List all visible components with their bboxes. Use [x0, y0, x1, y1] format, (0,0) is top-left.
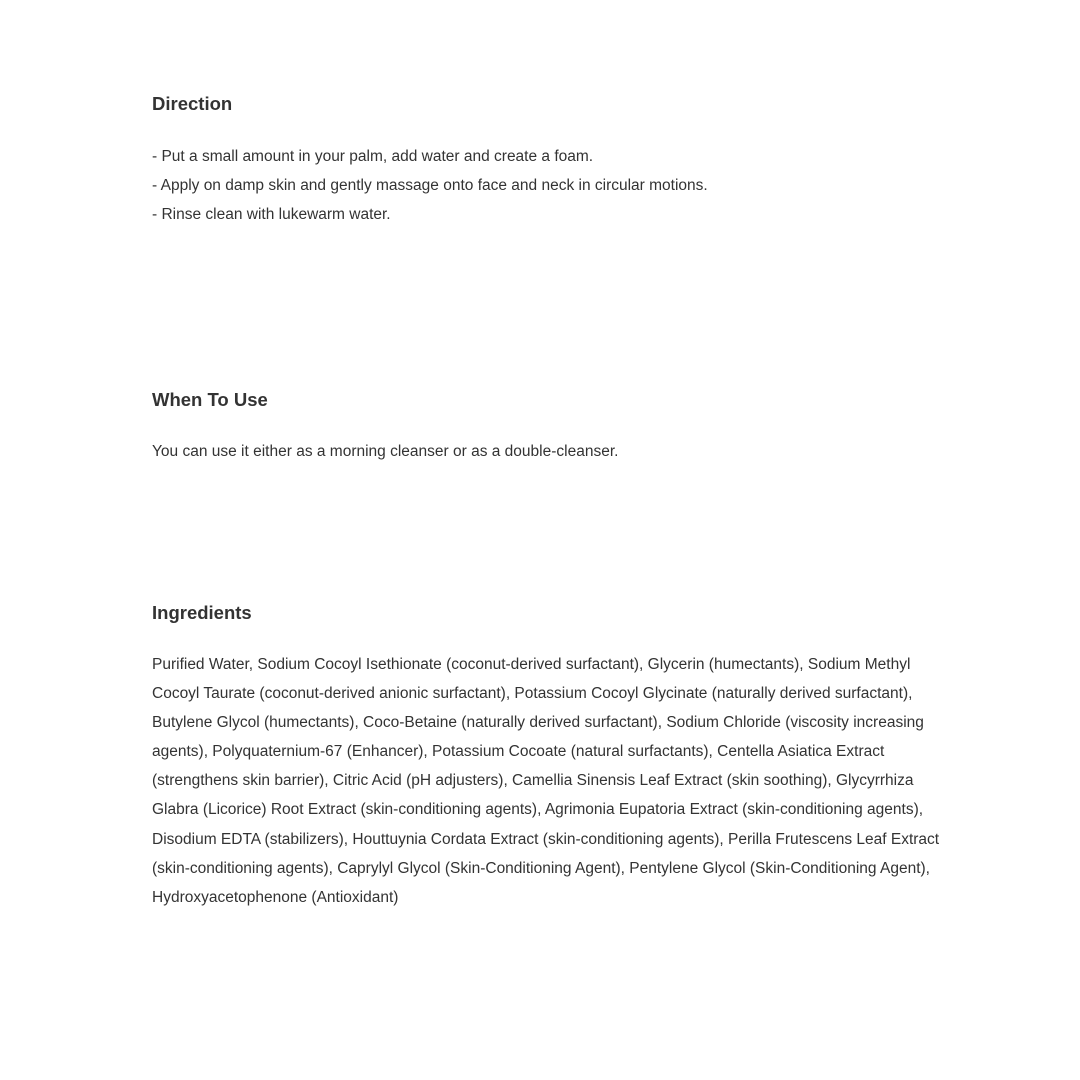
direction-section: [152, 93, 942, 229]
direction-heading: Direction: [152, 93, 233, 114]
ingredients-section: [152, 602, 942, 912]
direction-step: - Rinse clean with lukewarm water.: [152, 206, 391, 223]
ingredients-heading: Ingredients: [152, 602, 252, 623]
direction-step: - Put a small amount in your palm, add water and create a foam.: [152, 148, 594, 165]
when-to-use-heading: When To Use: [152, 389, 268, 410]
when-to-use-section: [152, 389, 942, 466]
direction-steps-list: [152, 142, 942, 229]
ingredients-text: Purified Water, Sodium Cocoyl Isethionate (coconut-derived surfactant), Glycerin (humectants), Sodium Methyl Cocoyl Taurate (coconut-derived anionic surfactant), Potassium Cocoyl Glycinate (naturally derived surfactant), Butylene Glycol (humectants), Coco-Betaine (naturally derived surfactant), Sodium Chloride (viscosity increasing agents), Polyquaternium-67 (Enhancer), Potassium Cocoate (natural surfactants), Centella Asiatica Extract (strengthens skin barrier), Citric Acid (pH adjusters), Camellia Sinensis Leaf Extract (skin soothing), Glycyrrhiza Glabra (Licorice) Root Extract (skin-conditioning agents), Agrimonia Eupatoria Extract (skin-conditioning agents), Disodium EDTA (stabilizers), Houttuynia Cordata Extract (skin-conditioning agents), Perilla Frutescens Leaf Extract (skin-conditioning agents), Caprylyl Glycol (Skin-Conditioning Agent), Pentylene Glycol (Skin-Conditioning Agent), Hydroxyacetophenone (Antioxidant): [152, 656, 940, 906]
direction-step: - Apply on damp skin and gently massage onto face and neck in circular motions.: [152, 177, 708, 194]
when-to-use-text: You can use it either as a morning cleanser or as a double-cleanser.: [152, 443, 619, 460]
